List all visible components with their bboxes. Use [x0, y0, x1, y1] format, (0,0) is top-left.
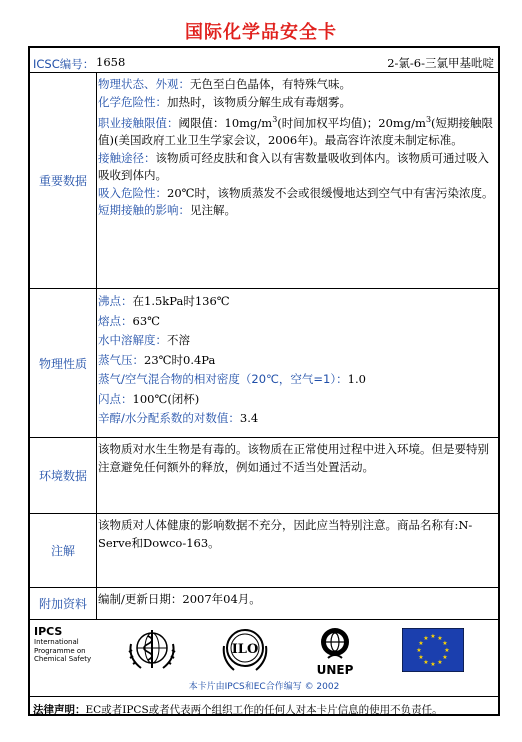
- additional-info-label: 附加资料: [38, 597, 87, 611]
- ilo-emblem-icon: [218, 626, 272, 674]
- notes-content: 该物质对人体健康的影响数据不充分，因此应当特别注意。商品名称有:N-Serve和Dowco-163。: [98, 518, 473, 550]
- notes-label: 注解: [50, 544, 75, 558]
- exposure-limits-line: 职业接触限值：阈限值：$10mg/m^3$(时间加权平均值)；$20mg/m^3$(短期接触限值)(美国政府工业卫生学家会议，2006年)。最高容许浓度未制定标准。: [98, 115, 494, 148]
- svg-text:★: ★: [423, 635, 429, 642]
- legal-row: [30, 697, 498, 716]
- svg-text:★: ★: [442, 640, 448, 647]
- chemical-hazard-line: 化学危险性：加热时，该物质分解生成有毒烟雾。: [98, 94, 351, 109]
- physical-state-line: 物理状态、外观：无色至白色晶体，有特殊气味。: [98, 77, 351, 91]
- flash-point-line: 闪点：100℃(闭杯): [98, 391, 200, 406]
- important-data-content: [98, 76, 495, 220]
- boiling-point-line: 沸点：在1.5kPa时136℃: [98, 294, 230, 308]
- cooperation-note: 本卡片由IPCS和EC合作编写 © 2002: [188, 682, 340, 692]
- card-title: 国际化学品安全卡: [185, 22, 337, 43]
- relative-density-line: 蒸气/空气混合物的相对密度（20℃，空气=1）：1.0: [98, 372, 366, 386]
- additional-info-content: 编制/更新日期：2007年04月。: [98, 592, 261, 606]
- icsc-number: 1658: [96, 55, 126, 69]
- svg-text:★: ★: [437, 635, 443, 642]
- ipcs-subtitle-2: Programme on: [34, 646, 86, 655]
- svg-text:★: ★: [423, 659, 429, 666]
- log-kow-line: 辛醇/水分配系数的对数值：3.4: [98, 411, 259, 425]
- vapor-pressure-line: 蒸气压：23℃时0.4Pa: [98, 352, 216, 367]
- svg-text:★: ★: [416, 647, 422, 654]
- exposure-route-line: 接触途径：该物质可经皮肤和食入以有害数量吸收到体内。该物质可通过吸入吸收到体内。: [98, 150, 489, 183]
- short-term-effects-line: 短期接触的影响：见注解。: [98, 203, 236, 218]
- ipcs-block: [34, 626, 124, 664]
- physical-properties-label: 物理性质: [38, 356, 87, 371]
- ipcs-title: IPCS: [34, 625, 63, 638]
- who-emblem-icon: [126, 626, 178, 674]
- svg-text:★: ★: [442, 654, 448, 661]
- footer-logos: [30, 620, 498, 696]
- eu-flag-icon: [402, 628, 464, 672]
- svg-text:★: ★: [418, 654, 424, 661]
- inhalation-hazard-line: 吸入危险性：20℃时，该物质蒸发不会或很缓慢地达到空气中有害污染浓度。: [98, 185, 494, 200]
- physical-properties-content: [98, 292, 495, 429]
- chemical-name: 2-氯-6-三氯甲基吡啶: [387, 56, 494, 70]
- ipcs-subtitle-1: International: [34, 638, 79, 646]
- melting-point-line: 熔点：63℃: [98, 313, 160, 328]
- ilo-text: ILO: [231, 642, 259, 657]
- environment-content: 该物质对水生生物是有毒的。该物质在正常使用过程中进入环境。但是要特别注意避免任何额外的释放，例如通过不适当处置活动。: [98, 442, 489, 474]
- legal-statement: 法律声明：EC或者IPCS或者代表两个组织工作的任何人对本卡片信息的使用不负责任。: [33, 704, 443, 716]
- svg-text:★: ★: [444, 647, 450, 654]
- svg-text:★: ★: [430, 661, 436, 668]
- important-data-label: 重要数据: [38, 174, 87, 188]
- unep-emblem-icon: [310, 624, 360, 678]
- unep-text: UNEP: [316, 663, 354, 677]
- svg-text:★: ★: [430, 633, 436, 640]
- water-solubility-line: 水中溶解度：不溶: [98, 333, 190, 347]
- icsc-label: ICSC编号：: [33, 57, 95, 71]
- ipcs-subtitle-3: Chemical Safety: [34, 655, 92, 663]
- safety-card: [28, 46, 500, 716]
- identity-row: [30, 48, 498, 72]
- svg-text:★: ★: [437, 659, 443, 666]
- environment-label: 环境数据: [38, 469, 87, 483]
- svg-text:★: ★: [418, 640, 424, 647]
